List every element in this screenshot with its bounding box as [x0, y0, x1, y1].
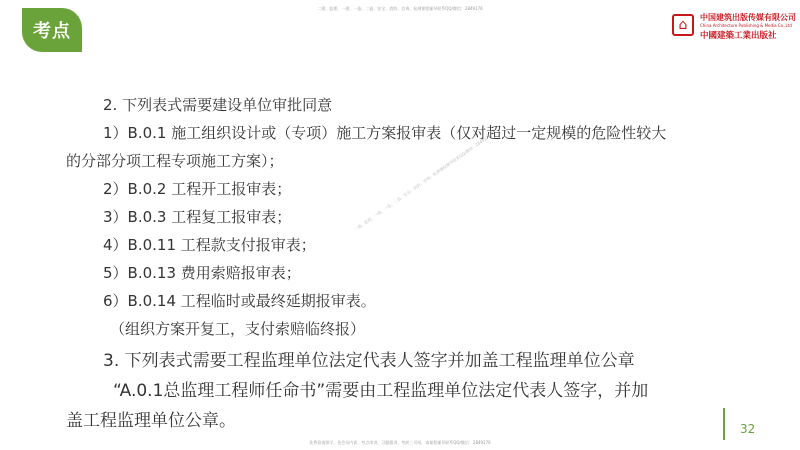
top-watermark-note: 二建、监理、一建、一造、二造、安全、消防、咨询、检测课程辅导联系QQ/微信：2849176: [317, 6, 483, 11]
page-number: 32: [740, 422, 756, 436]
publisher-logo: [672, 12, 796, 42]
list-item: 2）B.0.2 工程开工报审表；: [103, 180, 292, 198]
paragraph: “A.0.1总监理工程师任命书”需要由工程监理单位法定代表人签字，并加: [113, 381, 649, 401]
publisher-name-en: China Architecture Publishing & Media Co.,Ltd: [700, 23, 792, 28]
faint-watermark: 二建、监理、一建、一造、二造、安全、消防、咨询、检测课程辅导联系QQ/微信：2849176: [353, 133, 492, 233]
paragraph-continuation: 盖工程监理单位公章。: [66, 411, 236, 431]
publisher-calligraphy: 中國建築工業出版社: [700, 31, 777, 41]
list-item: 6）B.0.14 工程临时或最终延期报审表。: [103, 292, 376, 310]
list-item: 1）B.0.1 施工组织设计或（专项）施工方案报审表（仅对超过一定规模的危险性较大: [103, 124, 667, 142]
topic-badge: [22, 8, 82, 52]
list-item: 4）B.0.11 工程款支付报审表；: [103, 236, 316, 254]
bottom-watermark-note: 免费看视频学、免会员内训、考点串讲、习题精讲、考前三页纸，请课程辅导联系QQ/微信：2849176: [309, 440, 491, 445]
mnemonic-note: （组织方案开复工，支付索赔临终报）: [110, 320, 366, 338]
section-heading-3: 3. 下列表式需要工程监理单位法定代表人签字并加盖工程监理单位公章: [103, 351, 635, 371]
publisher-name-cn: 中国建筑出版传媒有限公司: [700, 13, 796, 22]
list-item-continuation: 的分部分项工程专项施工方案）；: [66, 152, 284, 170]
section-heading-2: 2. 下列表式需要建设单位审批同意: [103, 96, 333, 114]
page-divider: [723, 408, 725, 440]
publisher-emblem-icon: ⌂: [672, 14, 694, 36]
topic-badge-label: 考点: [33, 21, 71, 42]
list-item: 3）B.0.3 工程复工报审表；: [103, 208, 292, 226]
list-item: 5）B.0.13 费用索赔报审表；: [103, 264, 301, 282]
